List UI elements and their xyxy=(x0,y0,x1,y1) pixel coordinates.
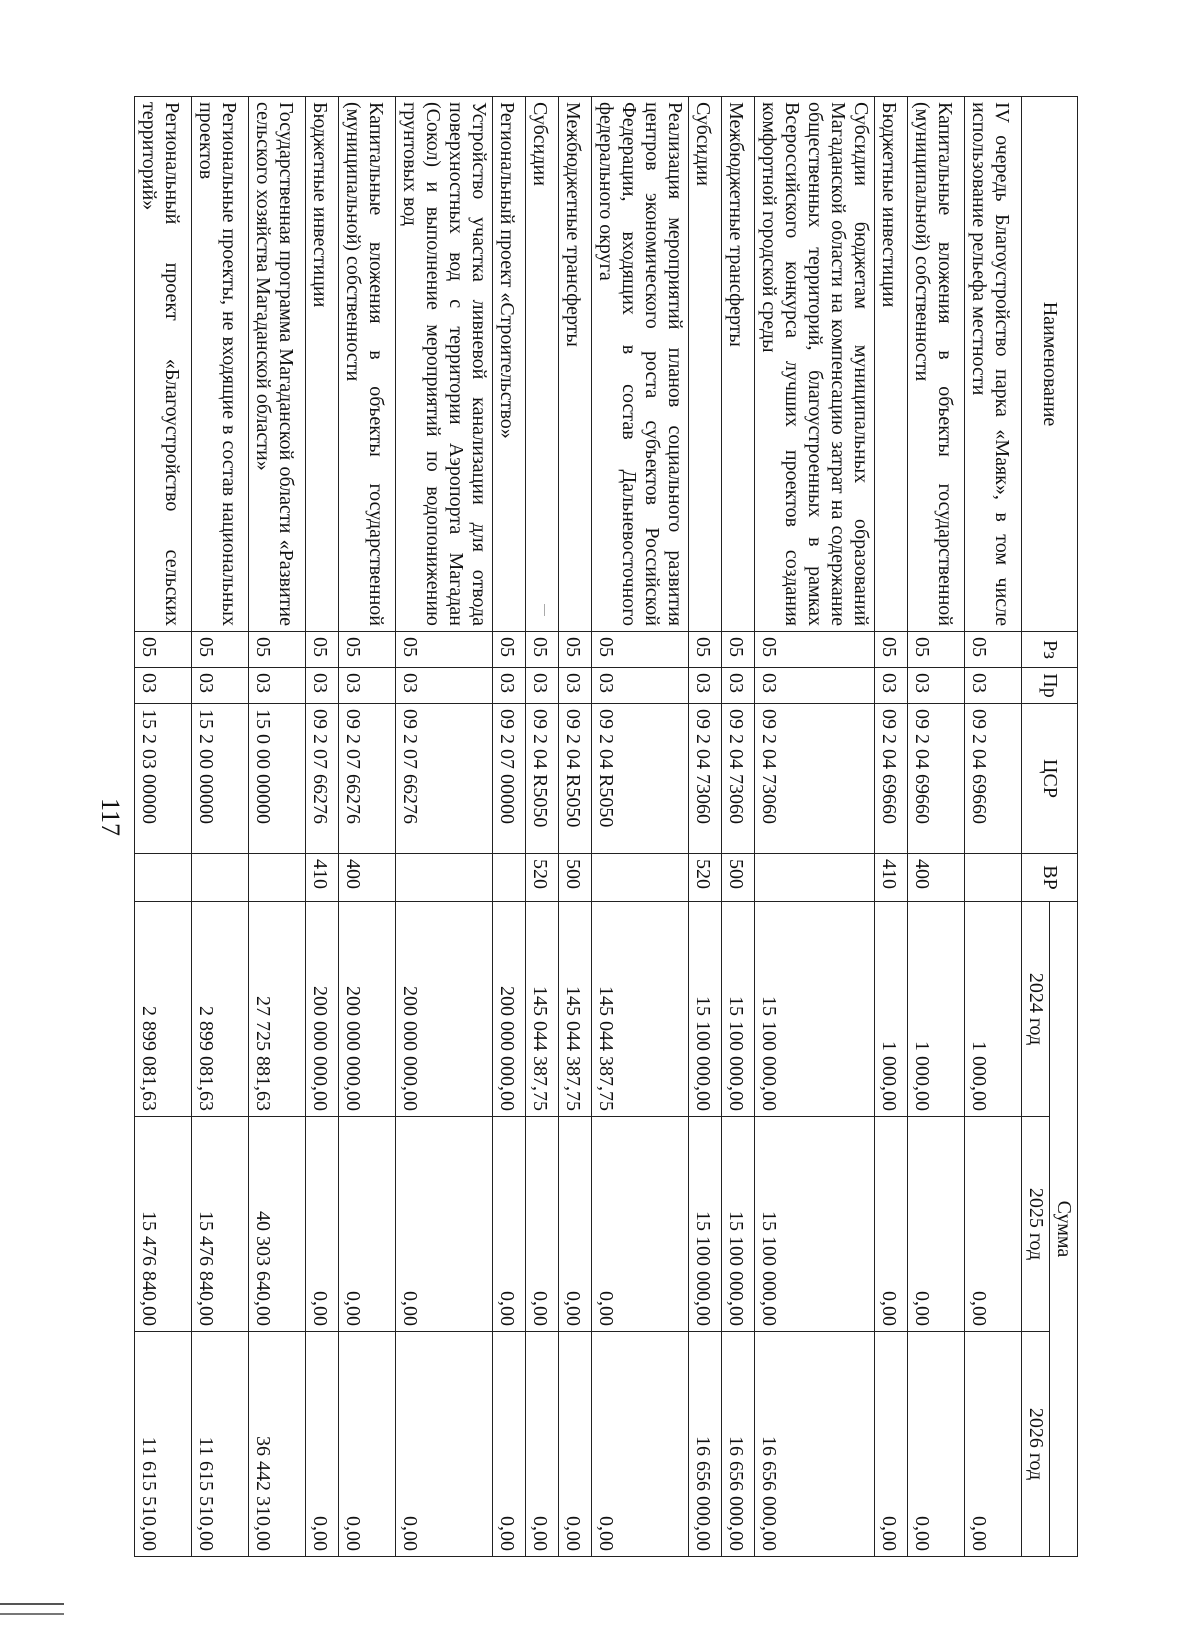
row-2025: 0,00 xyxy=(908,1117,965,1332)
row-2025: 15 476 840,00 xyxy=(135,1117,192,1332)
table-row xyxy=(249,97,306,1557)
row-pr: 03 xyxy=(249,668,306,704)
row-2026: 0,00 xyxy=(908,1332,965,1557)
table-row xyxy=(689,97,722,1557)
row-2024: 145 044 387,75 xyxy=(526,902,559,1117)
row-rz: 05 xyxy=(755,632,875,668)
row-vr xyxy=(493,854,526,902)
header-rz: Рз xyxy=(1022,632,1078,668)
table-row xyxy=(755,97,875,1557)
row-name: Реализация мероприятий планов социального развития центров экономического роста субъектов Российской Федерации, входящих в состав Дальневосточного федерального округа xyxy=(592,97,689,632)
row-csr: 09 2 07 66276 xyxy=(306,704,339,854)
table-row xyxy=(396,97,493,1557)
row-csr: 09 2 04 73060 xyxy=(755,704,875,854)
row-vr: 520 xyxy=(526,854,559,902)
row-csr: 09 2 04 69660 xyxy=(965,704,1022,854)
row-2026: 0,00 xyxy=(396,1332,493,1557)
row-2024: 15 100 000,00 xyxy=(755,902,875,1117)
row-2025: 15 100 000,00 xyxy=(689,1117,722,1332)
row-pr: 03 xyxy=(908,668,965,704)
row-rz: 05 xyxy=(965,632,1022,668)
table-row xyxy=(306,97,339,1557)
row-csr: 09 2 04 73060 xyxy=(689,704,722,854)
row-2024: 2 899 081,63 xyxy=(135,902,192,1117)
row-rz: 05 xyxy=(192,632,249,668)
row-vr xyxy=(755,854,875,902)
row-2026: 16 656 000,00 xyxy=(689,1332,722,1557)
row-pr: 03 xyxy=(192,668,249,704)
row-pr: 03 xyxy=(559,668,592,704)
table-row xyxy=(722,97,755,1557)
row-2026: 0,00 xyxy=(339,1332,396,1557)
row-2025: 0,00 xyxy=(306,1117,339,1332)
row-name: Межбюджетные трансферты xyxy=(559,97,592,632)
row-vr: 400 xyxy=(908,854,965,902)
row-pr: 03 xyxy=(722,668,755,704)
row-2024: 27 725 881,63 xyxy=(249,902,306,1117)
header-sum: Сумма xyxy=(1050,902,1078,1557)
row-name: Субсидии xyxy=(526,97,559,632)
row-2026: 0,00 xyxy=(493,1332,526,1557)
row-vr: 520 xyxy=(689,854,722,902)
row-2025: 0,00 xyxy=(493,1117,526,1332)
row-vr: 410 xyxy=(875,854,908,902)
row-2025: 0,00 xyxy=(592,1117,689,1332)
header-2026: 2026 год xyxy=(1022,1332,1050,1557)
table-row xyxy=(339,97,396,1557)
row-2026: 36 442 310,00 xyxy=(249,1332,306,1557)
row-2025: 0,00 xyxy=(339,1117,396,1332)
row-rz: 05 xyxy=(559,632,592,668)
row-rz: 05 xyxy=(339,632,396,668)
row-pr: 03 xyxy=(965,668,1022,704)
row-2025: 15 100 000,00 xyxy=(722,1117,755,1332)
table-header xyxy=(1022,97,1078,1557)
row-csr: 15 2 00 00000 xyxy=(192,704,249,854)
row-rz: 05 xyxy=(689,632,722,668)
row-vr xyxy=(396,854,493,902)
row-2026: 0,00 xyxy=(875,1332,908,1557)
row-name: Капитальные вложения в объекты государственной (муниципальной) собственности xyxy=(339,97,396,632)
row-pr: 03 xyxy=(396,668,493,704)
row-2025: 0,00 xyxy=(965,1117,1022,1332)
row-name: Межбюджетные трансферты xyxy=(722,97,755,632)
row-csr: 09 2 07 00000 xyxy=(493,704,526,854)
table-row xyxy=(135,97,192,1557)
row-name: Региональный проект «Благоустройство сельских территорий» xyxy=(135,97,192,632)
row-2026: 16 656 000,00 xyxy=(755,1332,875,1557)
row-2026: 16 656 000,00 xyxy=(722,1332,755,1557)
row-name: Региональные проекты, не входящие в состав национальных проектов xyxy=(192,97,249,632)
row-name: Государственная программа Магаданской области «Развитие сельского хозяйства Магаданской области» xyxy=(249,97,306,632)
row-2025: 15 476 840,00 xyxy=(192,1117,249,1332)
row-vr xyxy=(135,854,192,902)
row-vr xyxy=(192,854,249,902)
row-2026: 0,00 xyxy=(559,1332,592,1557)
row-2024: 200 000 000,00 xyxy=(339,902,396,1117)
row-name: Региональный проект «Строительство» xyxy=(493,97,526,632)
row-vr: 500 xyxy=(722,854,755,902)
row-pr: 03 xyxy=(306,668,339,704)
row-2024: 200 000 000,00 xyxy=(306,902,339,1117)
row-csr: 09 2 04 69660 xyxy=(908,704,965,854)
header-2025: 2025 год xyxy=(1022,1117,1050,1332)
row-pr: 03 xyxy=(689,668,722,704)
row-csr: 09 2 04 73060 xyxy=(722,704,755,854)
row-rz: 05 xyxy=(908,632,965,668)
row-pr: 03 xyxy=(526,668,559,704)
row-2026: 11 615 510,00 xyxy=(135,1332,192,1557)
header-csr: ЦСР xyxy=(1022,704,1078,854)
row-rz: 05 xyxy=(249,632,306,668)
row-vr xyxy=(592,854,689,902)
row-csr: 15 0 00 00000 xyxy=(249,704,306,854)
row-rz: 05 xyxy=(396,632,493,668)
row-2024: 2 899 081,63 xyxy=(192,902,249,1117)
row-pr: 03 xyxy=(339,668,396,704)
row-name: Субсидии xyxy=(689,97,722,632)
row-pr: 03 xyxy=(493,668,526,704)
table-row xyxy=(493,97,526,1557)
table-row xyxy=(192,97,249,1557)
row-2024: 1 000,00 xyxy=(875,902,908,1117)
row-2024: 145 044 387,75 xyxy=(592,902,689,1117)
row-name: Капитальные вложения в объекты государственной (муниципальной) собственности xyxy=(908,97,965,632)
row-2025: 0,00 xyxy=(875,1117,908,1332)
row-2024: 15 100 000,00 xyxy=(689,902,722,1117)
row-2026: 0,00 xyxy=(306,1332,339,1557)
table-row xyxy=(875,97,908,1557)
row-name: Бюджетные инвестиции xyxy=(306,97,339,632)
header-name: Наименование xyxy=(1022,97,1078,632)
header-2024: 2024 год xyxy=(1022,902,1050,1117)
table-body xyxy=(135,97,1022,1557)
row-csr: 09 2 04 69660 xyxy=(875,704,908,854)
row-vr: 410 xyxy=(306,854,339,902)
row-vr xyxy=(249,854,306,902)
row-name: IV очередь Благоустройство парка «Маяк», в том числе использование рельефа местности xyxy=(965,97,1022,632)
row-name: Бюджетные инвестиции xyxy=(875,97,908,632)
row-2025: 40 303 640,00 xyxy=(249,1117,306,1332)
row-2026: 0,00 xyxy=(965,1332,1022,1557)
row-pr: 03 xyxy=(875,668,908,704)
row-vr: 500 xyxy=(559,854,592,902)
row-rz: 05 xyxy=(493,632,526,668)
row-csr: 09 2 07 66276 xyxy=(339,704,396,854)
table-row xyxy=(908,97,965,1557)
row-csr: 09 2 04 R5050 xyxy=(526,704,559,854)
header-pr: Пр xyxy=(1022,668,1078,704)
row-pr: 03 xyxy=(135,668,192,704)
row-rz: 05 xyxy=(135,632,192,668)
row-csr: 09 2 04 R5050 xyxy=(559,704,592,854)
row-2026: 0,00 xyxy=(592,1332,689,1557)
row-csr: 09 2 04 R5050 xyxy=(592,704,689,854)
row-rz: 05 xyxy=(306,632,339,668)
row-2024: 200 000 000,00 xyxy=(493,902,526,1117)
page-number: 117 xyxy=(96,797,125,837)
row-rz: 05 xyxy=(722,632,755,668)
table-row xyxy=(559,97,592,1557)
table-row xyxy=(526,97,559,1557)
row-2024: 200 000 000,00 xyxy=(396,902,493,1117)
row-2025: 0,00 xyxy=(396,1117,493,1332)
row-name: Устройство участка ливневой канализации для отвода поверхностных вод с территории Аэропорта Магадан (Сокол) и выполнение мероприятий по водопонижению грунтовых вод xyxy=(396,97,493,632)
row-vr: 400 xyxy=(339,854,396,902)
row-name: Субсидии бюджетам муниципальных образований Магаданской области на компенсацию затрат на содержание общественных территорий, благоустроенных в рамках Всероссийского конкурса лучших проектов создания комфортной городской среды xyxy=(755,97,875,632)
row-rz: 05 xyxy=(592,632,689,668)
row-2025: 0,00 xyxy=(559,1117,592,1332)
row-2026: 0,00 xyxy=(526,1332,559,1557)
row-csr: 09 2 07 66276 xyxy=(396,704,493,854)
row-csr: 15 2 03 00000 xyxy=(135,704,192,854)
table-row xyxy=(965,97,1022,1557)
row-pr: 03 xyxy=(592,668,689,704)
budget-table xyxy=(134,96,1078,1557)
budget-table-rotated xyxy=(138,96,1078,1556)
row-2026: 11 615 510,00 xyxy=(192,1332,249,1557)
scan-edge-mark xyxy=(0,1603,64,1615)
row-rz: 05 xyxy=(526,632,559,668)
row-2024: 145 044 387,75 xyxy=(559,902,592,1117)
table-row xyxy=(592,97,689,1557)
row-2025: 0,00 xyxy=(526,1117,559,1332)
row-pr: 03 xyxy=(755,668,875,704)
row-2025: 15 100 000,00 xyxy=(755,1117,875,1332)
row-2024: 1 000,00 xyxy=(908,902,965,1117)
row-2024: 1 000,00 xyxy=(965,902,1022,1117)
row-rz: 05 xyxy=(875,632,908,668)
row-vr xyxy=(965,854,1022,902)
header-vr: ВР xyxy=(1022,854,1078,902)
row-2024: 15 100 000,00 xyxy=(722,902,755,1117)
